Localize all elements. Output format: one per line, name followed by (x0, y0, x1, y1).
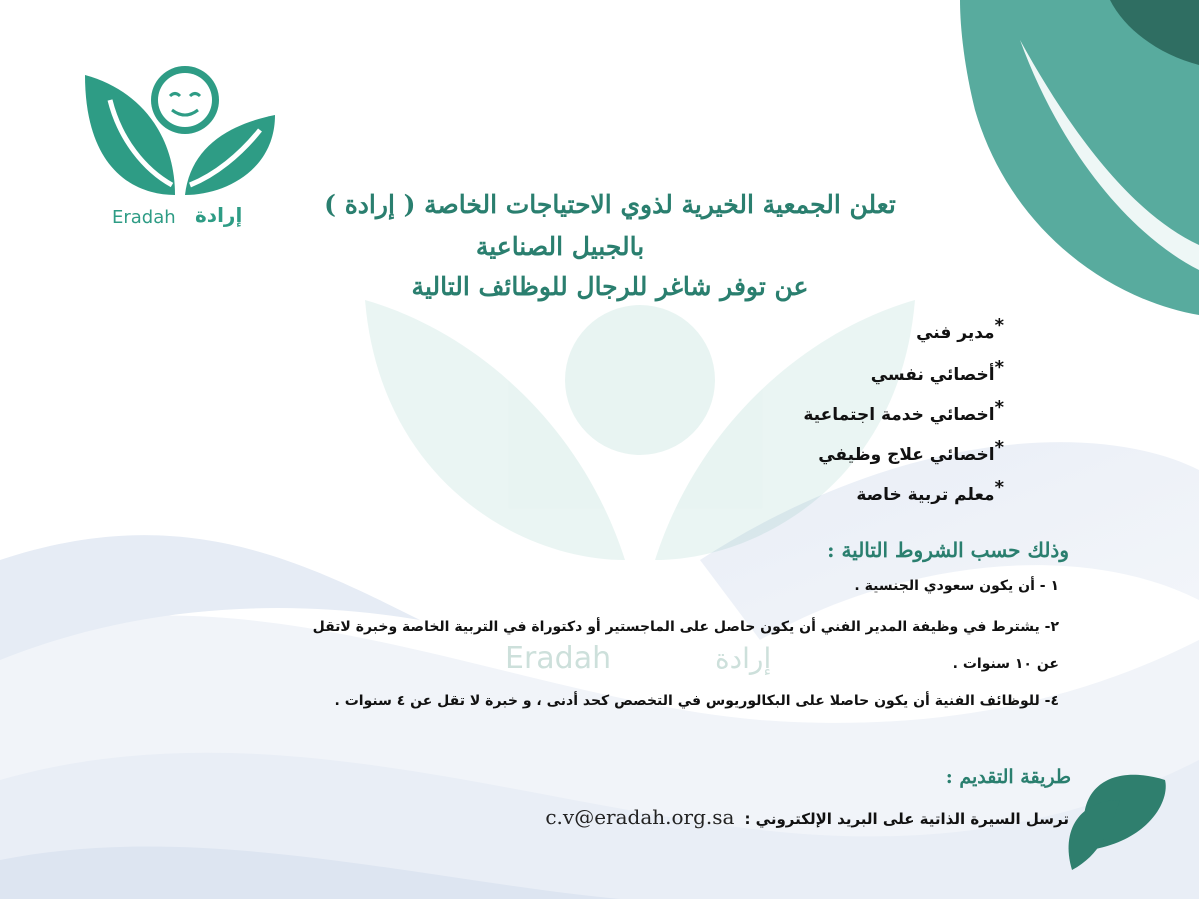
bullet-star-icon: * (994, 315, 1004, 336)
condition-item: ٤- للوظائف الفنية أن يكون حاصلا على البكالوريوس في التخصص كحد أدنى ، و خبرة لا تقل عن ٤ سنوات . (334, 693, 1059, 709)
bullet-star-icon: * (994, 357, 1004, 378)
condition-item: عن ١٠ سنوات . (952, 656, 1059, 672)
announcement-line-1: تعلن الجمعية الخيرية لذوي الاحتياجات الخاصة ( إرادة ) (324, 190, 896, 219)
watermark-arabic: إرادة (715, 642, 772, 675)
job-title: اخصائي علاج وظيفي (818, 445, 995, 465)
watermark-latin: Eradah (505, 641, 612, 676)
job-item (870, 357, 1004, 385)
announcement-line-3: عن توفر شاغر للرجال للوظائف التالية (411, 272, 809, 301)
job-item (916, 315, 1004, 343)
bullet-star-icon: * (994, 477, 1004, 498)
bullet-star-icon: * (994, 397, 1004, 418)
bullet-star-icon: * (994, 437, 1004, 458)
job-item (803, 397, 1004, 425)
eradah-logo (80, 60, 280, 230)
job-title: معلم تربية خاصة (856, 485, 995, 505)
logo-arabic-name: إرادة (195, 203, 243, 227)
job-title: مدير فني (916, 323, 995, 343)
job-title: أخصائي نفسي (870, 365, 995, 385)
logo-latin-name: Eradah (112, 207, 176, 228)
condition-item: ٢- يشترط في وظيفة المدير الفني أن يكون حاصل على الماجستير أو دكتوراة في التربية الخاصة وخبرة لاتقل (312, 619, 1059, 635)
apply-title: طريقة التقديم : (945, 766, 1071, 788)
apply-line (545, 805, 1069, 829)
condition-item: ١ - أن يكون سعودي الجنسية . (854, 578, 1059, 594)
job-item (856, 477, 1004, 505)
conditions-title: وذلك حسب الشروط التالية : (827, 538, 1069, 562)
job-title: اخصائي خدمة اجتماعية (803, 405, 995, 425)
apply-email-link[interactable]: c.v@eradah.org.sa (545, 805, 735, 829)
logo-face-icon (151, 66, 219, 134)
job-item (818, 437, 1004, 465)
announcement-line-2: بالجبيل الصناعية (475, 232, 645, 261)
apply-instruction: ترسل السيرة الذاتية على البريد الإلكتروني : (744, 810, 1069, 828)
